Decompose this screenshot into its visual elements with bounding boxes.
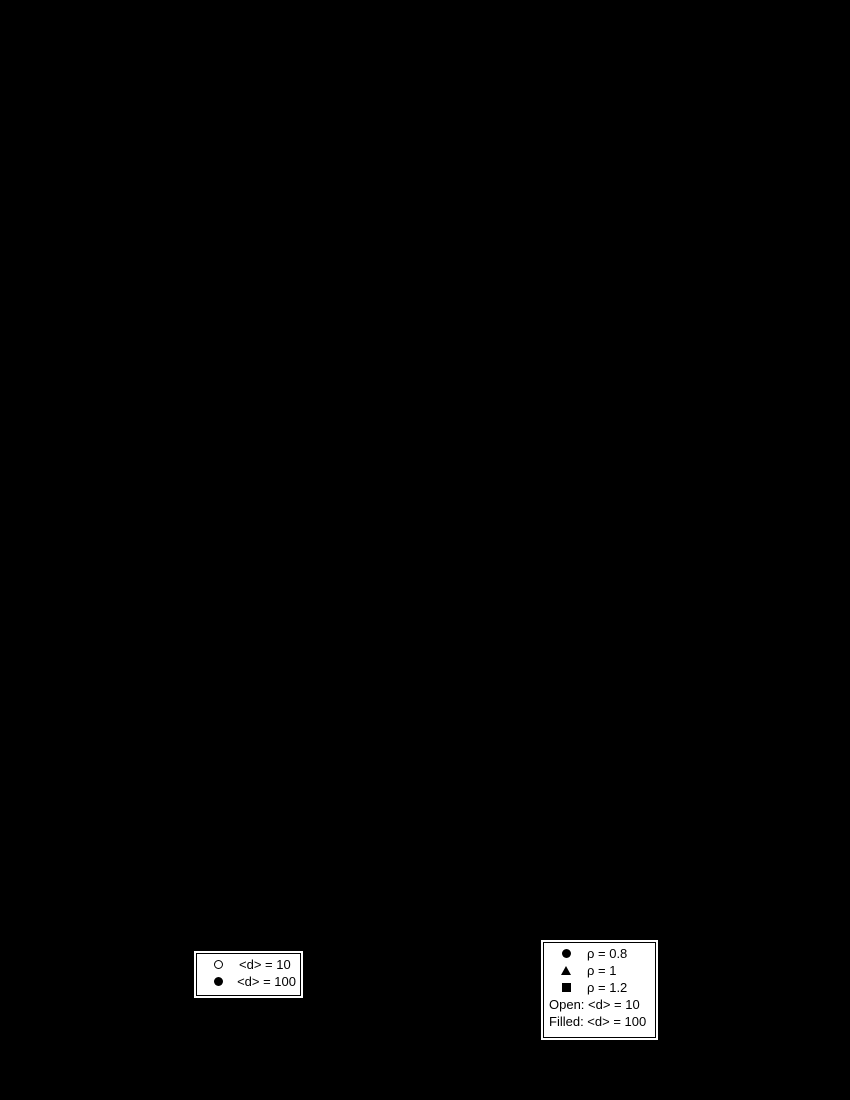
legend-note-filled (548, 1013, 651, 1030)
legend-note-open (548, 996, 651, 1013)
filled-circle-icon (559, 945, 573, 962)
legend-entry-d10 (201, 956, 296, 973)
legend-mean-degree-frame (196, 953, 301, 996)
legend-label: ρ = 1.2 (587, 980, 628, 995)
legend-entry-rho-1 (548, 962, 651, 979)
legend-label: ρ = 0.8 (587, 946, 628, 961)
legend-mean-degree (194, 951, 303, 998)
legend-entry-d100 (201, 973, 296, 990)
legend-entry-rho-1-2 (548, 979, 651, 996)
legend-label: <d> = 100 (237, 974, 296, 989)
legend-rho (541, 940, 658, 1040)
legend-note-text: Filled: <d> = 100 (549, 1014, 647, 1029)
legend-note-text: Open: <d> = 10 (549, 997, 640, 1012)
legend-label: <d> = 10 (239, 957, 291, 972)
filled-circle-icon (211, 973, 223, 990)
legend-label: ρ = 1 (587, 963, 617, 978)
legend-entry-rho-0-8 (548, 945, 651, 962)
filled-square-icon (559, 979, 573, 996)
open-circle-icon (211, 956, 225, 973)
filled-triangle-icon (559, 962, 573, 979)
legend-rho-frame (543, 942, 656, 1038)
